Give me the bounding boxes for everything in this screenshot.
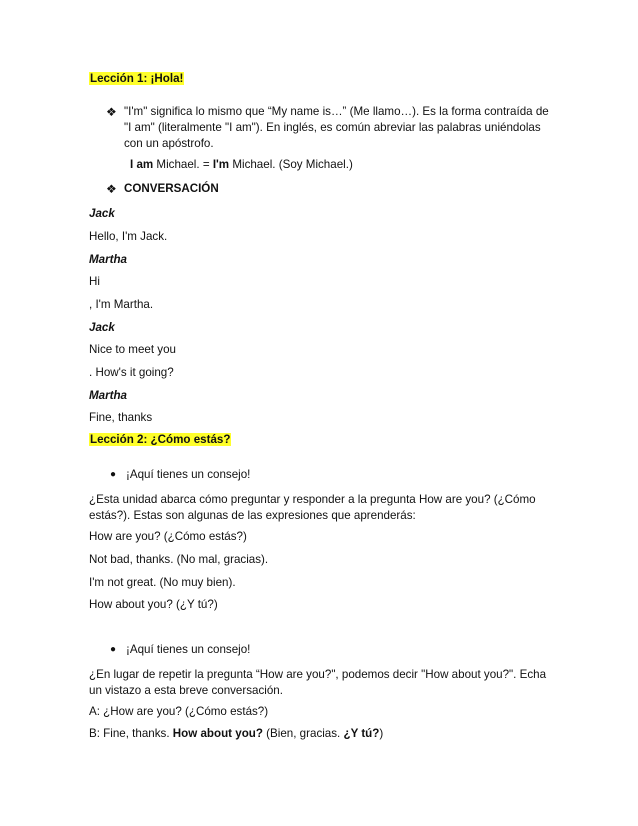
example-i-am: I am <box>130 158 154 171</box>
phrase-line: How about you? (¿Y tú?) <box>89 598 218 611</box>
line-b-y-tu: ¿Y tú? <box>343 727 380 740</box>
lesson2-para1-line1: ¿Esta unidad abarca cómo preguntar y responder a la pregunta How are you? (¿Cómo <box>89 493 536 506</box>
dialogue-line: , I'm Martha. <box>89 298 154 311</box>
line-b-part-e: ) <box>379 727 384 740</box>
dialogue-line: Nice to meet you <box>89 343 176 356</box>
diamond-bullet-icon: ❖ <box>106 105 117 119</box>
dialogue-b-line <box>89 727 383 741</box>
lesson2-para2-line2: un vistazo a esta breve conversación. <box>89 684 283 697</box>
example-part-b: Michael. = <box>153 158 213 171</box>
lesson2-heading <box>89 433 231 447</box>
dialogue-line: Hi <box>89 275 100 288</box>
conversation-label: CONVERSACIÓN <box>124 182 219 195</box>
speaker-martha: Martha <box>89 253 128 266</box>
line-b-how-about-you: How about you? <box>172 727 263 740</box>
dialogue-line: Fine, thanks <box>89 411 153 424</box>
example-im: I'm <box>212 158 230 171</box>
dialogue-a-line: A: ¿How are you? (¿Cómo estás?) <box>89 705 269 718</box>
lesson1-heading <box>89 72 184 86</box>
example-part-d: Michael. (Soy Michael.) <box>229 158 353 171</box>
lesson1-example <box>130 158 353 172</box>
lesson1-bullet1-line3: con un apóstrofo. <box>124 137 214 150</box>
phrase-line: I'm not great. (No muy bien). <box>89 576 236 589</box>
lesson2-para1-line2: estás?). Estas son algunas de las expresiones que aprenderás: <box>89 509 416 522</box>
phrase-line: Not bad, thanks. (No mal, gracias). <box>89 553 269 566</box>
lesson1-bullet1-line2: "I am" (literalmente "I am"). En inglés, es común abreviar las palabras uniéndolas <box>124 121 541 134</box>
lesson1-heading-text: Lección 1: ¡Hola! <box>90 72 184 85</box>
lesson2-tip2: ¡Aquí tienes un consejo! <box>126 643 251 656</box>
lesson2-heading-text: Lección 2: ¿Cómo estás? <box>90 433 231 446</box>
line-b-part-c: (Bien, gracias. <box>262 727 344 740</box>
bullet-dot-icon: ● <box>110 644 117 655</box>
diamond-bullet-icon: ❖ <box>106 182 117 196</box>
phrase-line: How are you? (¿Cómo estás?) <box>89 530 247 543</box>
speaker-jack: Jack <box>89 321 115 334</box>
line-b-part-a: B: Fine, thanks. <box>89 727 173 740</box>
lesson2-para2-line1: ¿En lugar de repetir la pregunta “How are you?", podemos decir "How about you?". Echa <box>89 668 547 681</box>
speaker-martha: Martha <box>89 389 128 402</box>
dialogue-line: Hello, I'm Jack. <box>89 230 168 243</box>
bullet-dot-icon: ● <box>110 469 117 480</box>
lesson2-tip1: ¡Aquí tienes un consejo! <box>126 468 251 481</box>
dialogue-line: . How's it going? <box>89 366 174 379</box>
speaker-jack: Jack <box>89 207 115 220</box>
lesson1-bullet1-line1: "I'm" significa lo mismo que “My name is…” (Me llamo…). Es la forma contraída de <box>124 105 549 118</box>
